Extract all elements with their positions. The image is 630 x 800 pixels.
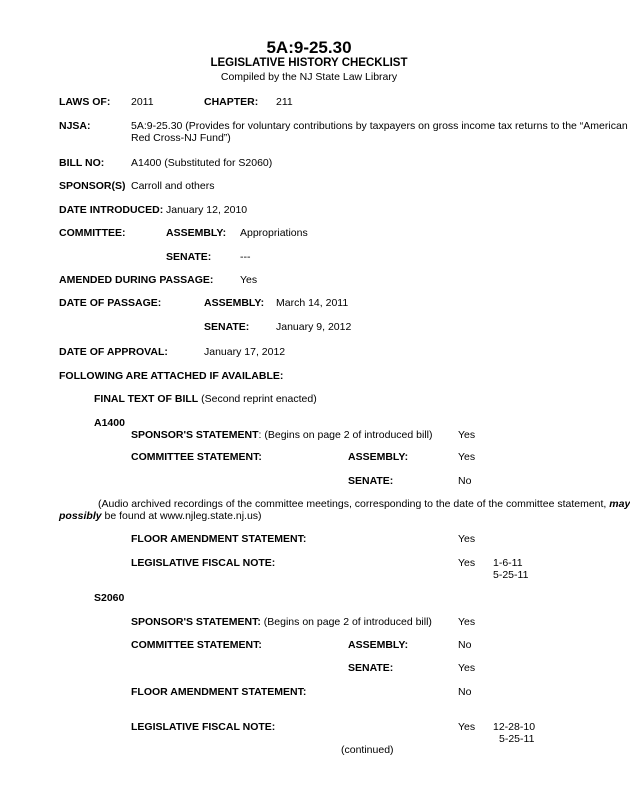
final-text-value: (Second reprint enacted) xyxy=(201,393,317,405)
s2060-senate-value: Yes xyxy=(458,662,476,674)
a1400-committee-label: COMMITTEE STATEMENT: xyxy=(131,451,262,463)
a1400-sponsors-label: SPONSOR'S STATEMENT xyxy=(131,429,259,441)
date-introduced-value: January 12, 2010 xyxy=(166,204,248,216)
chapter-value: 211 xyxy=(276,96,293,108)
a1400-fiscal-label: LEGISLATIVE FISCAL NOTE: xyxy=(131,557,276,569)
a1400-sponsors-row xyxy=(131,429,433,442)
audio-note-link-text: be found at www.njleg.state.nj.us) xyxy=(104,510,262,522)
page-title: 5A:9-25.30 xyxy=(266,38,352,57)
committee-assembly-label: ASSEMBLY: xyxy=(166,227,227,239)
s2060-floor-value: No xyxy=(458,686,472,698)
a1400-fiscal-value: Yes xyxy=(458,557,476,569)
s2060-senate-label: SENATE: xyxy=(348,662,394,674)
date-of-approval-label: DATE OF APPROVAL: xyxy=(59,346,168,358)
audio-note-text: (Audio archived recordings of the committee meetings, corresponding to the date of the committee statement, xyxy=(98,498,607,510)
date-introduced-label: DATE INTRODUCED: xyxy=(59,204,164,216)
committee-assembly-value: Appropriations xyxy=(240,227,308,239)
bill-no-value: A1400 (Substituted for S2060) xyxy=(131,157,273,169)
s2060-fiscal-date-1: 12-28-10 xyxy=(493,721,536,733)
attached-heading: FOLLOWING ARE ATTACHED IF AVAILABLE: xyxy=(59,370,284,382)
s2060-assembly-value: No xyxy=(458,639,472,651)
s2060-committee-label: COMMITTEE STATEMENT: xyxy=(131,639,262,651)
passage-assembly-value: March 14, 2011 xyxy=(276,297,349,309)
s2060-heading: S2060 xyxy=(94,592,125,604)
s2060-sponsors-value: Yes xyxy=(458,616,476,628)
final-text-row xyxy=(94,393,317,406)
chapter-label: CHAPTER: xyxy=(204,96,259,108)
njsa-line-1: 5A:9-25.30 (Provides for voluntary contributions by taxpayers on gross income tax returns to the “American xyxy=(131,120,628,132)
compiled-by: Compiled by the NJ State Law Library xyxy=(220,71,398,83)
continued-note: (continued) xyxy=(341,744,394,756)
a1400-assembly-value: Yes xyxy=(458,451,476,463)
s2060-sponsors-note: (Begins on page 2 of introduced bill) xyxy=(263,616,432,628)
audio-note-possibly: possibly xyxy=(59,510,102,522)
a1400-sponsors-value: Yes xyxy=(458,429,476,441)
a1400-senate-label: SENATE: xyxy=(348,475,394,487)
laws-of-label: LAWS OF: xyxy=(59,96,111,108)
sponsor-value: Carroll and others xyxy=(131,180,215,192)
audio-note-line-2 xyxy=(59,510,262,523)
a1400-fiscal-date-1: 1-6-11 xyxy=(493,557,523,569)
laws-of-value: 2011 xyxy=(131,96,154,108)
a1400-fiscal-date-2: 5-25-11 xyxy=(493,569,529,581)
s2060-fiscal-label: LEGISLATIVE FISCAL NOTE: xyxy=(131,721,276,733)
s2060-fiscal-value: Yes xyxy=(458,721,476,733)
a1400-assembly-label: ASSEMBLY: xyxy=(348,451,409,463)
s2060-fiscal-date-2: 5-25-11 xyxy=(499,733,535,745)
bill-no-label: BILL NO: xyxy=(59,157,105,169)
passage-senate-value: January 9, 2012 xyxy=(276,321,352,333)
committee-label: COMMITTEE: xyxy=(59,227,126,239)
njsa-line-2: Red Cross-NJ Fund”) xyxy=(131,132,231,144)
s2060-assembly-label: ASSEMBLY: xyxy=(348,639,409,651)
final-text-label: FINAL TEXT OF BILL xyxy=(94,393,199,405)
s2060-sponsors-label: SPONSOR'S STATEMENT: xyxy=(131,616,261,628)
date-of-passage-label: DATE OF PASSAGE: xyxy=(59,297,162,309)
date-of-approval-value: January 17, 2012 xyxy=(204,346,286,358)
passage-senate-label: SENATE: xyxy=(204,321,250,333)
a1400-floor-label: FLOOR AMENDMENT STATEMENT: xyxy=(131,533,307,545)
njsa-label: NJSA: xyxy=(59,120,91,132)
a1400-floor-value: Yes xyxy=(458,533,476,545)
page-subtitle: LEGISLATIVE HISTORY CHECKLIST xyxy=(210,57,408,69)
a1400-senate-value: No xyxy=(458,475,472,487)
audio-note-may: may xyxy=(609,498,630,510)
a1400-sponsors-note: : (Begins on page 2 of introduced bill) xyxy=(258,429,433,441)
amended-label: AMENDED DURING PASSAGE: xyxy=(59,274,214,286)
committee-senate-value: --- xyxy=(240,251,251,263)
s2060-floor-label: FLOOR AMENDMENT STATEMENT: xyxy=(131,686,307,698)
amended-value: Yes xyxy=(240,274,258,286)
passage-assembly-label: ASSEMBLY: xyxy=(204,297,265,309)
committee-senate-label: SENATE: xyxy=(166,251,212,263)
s2060-sponsors-row xyxy=(131,616,432,629)
sponsor-label: SPONSOR(S) xyxy=(59,180,126,192)
a1400-heading: A1400 xyxy=(94,417,125,429)
